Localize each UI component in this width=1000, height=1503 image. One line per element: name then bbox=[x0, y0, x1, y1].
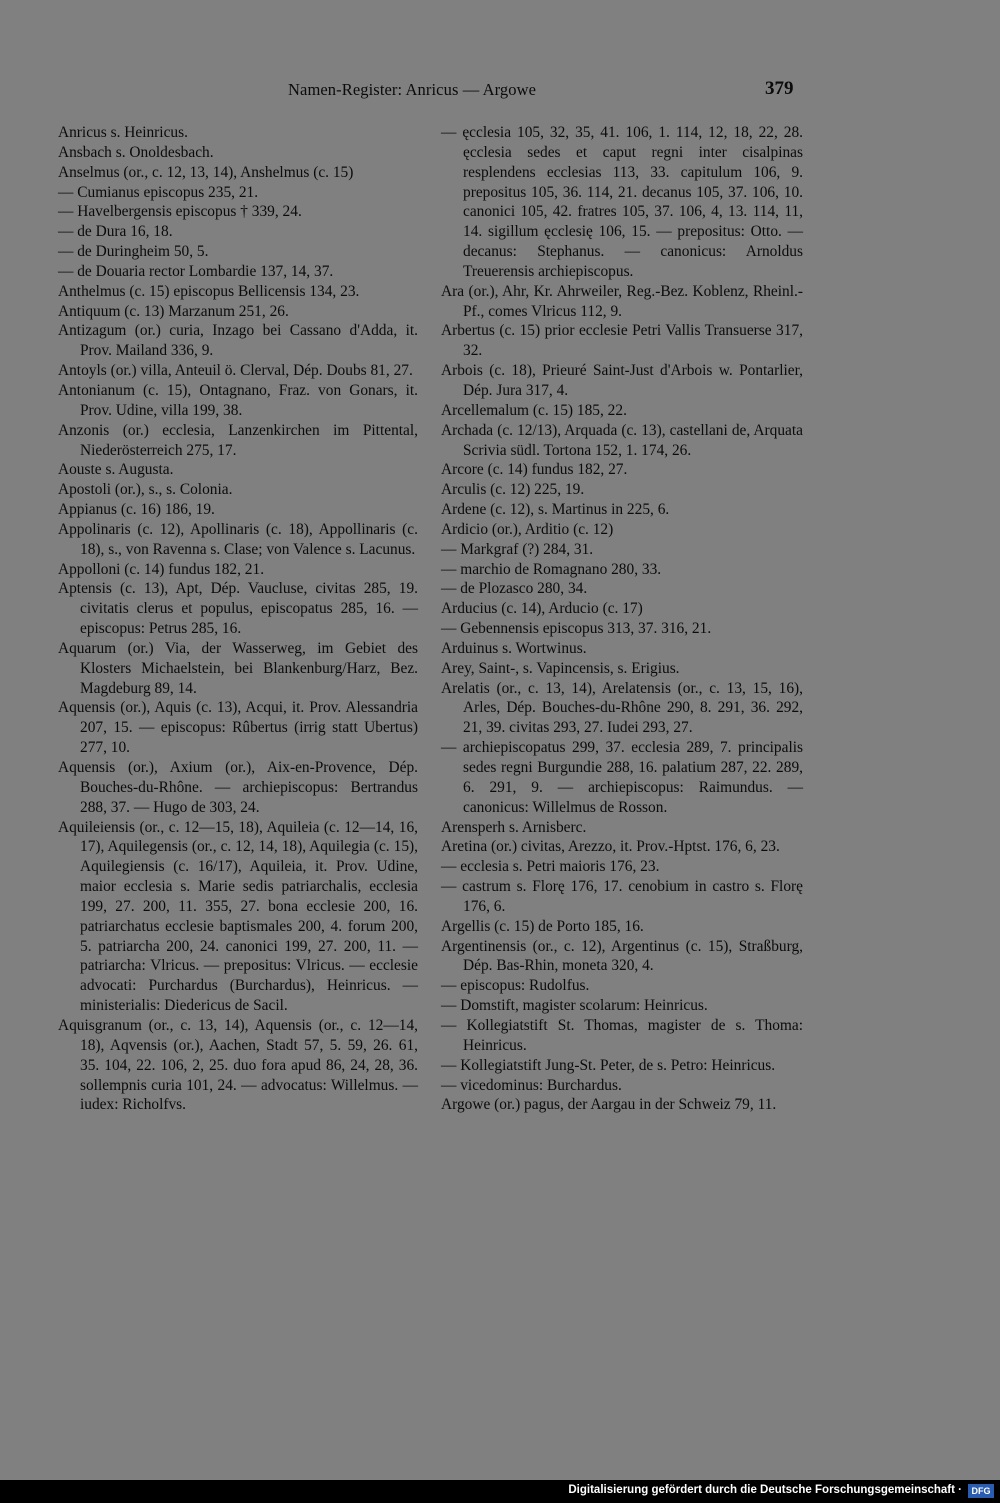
index-entry: Anthelmus (c. 15) episcopus Bellicensis 134, 23. bbox=[58, 282, 360, 300]
index-entry: Ardicio (or.), Arditio (c. 12) bbox=[441, 520, 614, 538]
digitization-footer bbox=[0, 1480, 1000, 1503]
index-entry: Arculis (c. 12) 225, 19. bbox=[441, 481, 585, 499]
index-entry: — marchio de Romagnano 280, 33. bbox=[441, 560, 662, 578]
index-entry: Arbois (c. 18), Prieuré Saint-Just d'Arbois w. Pontarlier, Dép. Jura 317, 4. bbox=[441, 362, 803, 399]
index-entry: Aretina (or.) civitas, Arezzo, it. Prov.-Hptst. 176, 6, 23. bbox=[441, 838, 780, 856]
index-entry: Aouste s. Augusta. bbox=[58, 461, 174, 479]
index-entry: — de Dura 16, 18. bbox=[58, 223, 173, 241]
index-entry: — Havelbergensis episcopus † 339, 24. bbox=[58, 203, 302, 221]
index-entry: — ecclesia s. Petri maioris 176, 23. bbox=[441, 858, 660, 876]
index-entry: Aquisgranum (or., c. 13, 14), Aquensis (or., c. 12—14, 18), Aqvensis (or.), Aachen, Stadt 57, 5. 59, 26. 61, 35. 104, 22. 106, 2, 25. duo fora apud 86, 24, 28, 36. sollempnis curia 101, 24. — advocatus: Willelmus. — iudex: Richolfvs. bbox=[58, 1016, 418, 1114]
index-entry: Arensperh s. Arnisberc. bbox=[441, 818, 587, 836]
index-entry: Ara (or.), Ahr, Kr. Ahrweiler, Reg.-Bez. Koblenz, Rheinl.-Pf., comes Vlricus 112, 9. bbox=[441, 282, 803, 320]
index-entry: Antonianum (c. 15), Ontagnano, Fraz. von Gonars, it. Prov. Udine, villa 199, 38. bbox=[58, 381, 418, 419]
index-entry: Aquensis (or.), Axium (or.), Aix-en-Provence, Dép. Bouches-du-Rhône. — archiepiscopus: Bertrandus 288, 37. — Hugo de 303, 24. bbox=[58, 759, 418, 816]
index-entry: Aquensis (or.), Aquis (c. 13), Acqui, it. Prov. Alessandria 207, 15. — episcopus: Rûbertus (irrig statt Ubertus) 277, 10. bbox=[58, 699, 418, 757]
index-entry: — episcopus: Rudolfus. bbox=[441, 977, 590, 995]
index-entry: — archiepiscopatus 299, 37. ecclesia 289, 7. principalis sedes regni Burgundie 288, 16. palatium 287, 22. 289, 6. 291, 9. — archiepiscopus: Raimundus. — canonicus: Willelmus de Rosson. bbox=[441, 739, 803, 816]
index-entry: Arducius (c. 14), Arducio (c. 17) bbox=[441, 600, 643, 618]
index-entry: Arelatis (or., c. 13, 14), Arelatensis (or., c. 13, 15, 16), Arles, Dép. Bouches-du-Rhône 290, 8. 291, 36. 292, 21, 39. civitas 293, 27. Iudei 293, 27. bbox=[441, 679, 803, 737]
dfg-logo: DFG bbox=[968, 1484, 994, 1498]
index-entry: Arcore (c. 14) fundus 182, 27. bbox=[441, 461, 628, 479]
page-header bbox=[0, 78, 1000, 108]
index-entry: Antizagum (or.) curia, Inzago bei Cassano d'Adda, it. Prov. Mailand 336, 9. bbox=[58, 322, 418, 360]
index-entry: — de Duringheim 50, 5. bbox=[58, 243, 209, 261]
index-entry: — Domstift, magister scolarum: Heinricus. bbox=[441, 997, 708, 1015]
index-entry: Argentinensis (or., c. 12), Argentinus (c. 15), Straßburg, Dép. Bas-Rhin, moneta 320, 4. bbox=[441, 937, 803, 975]
index-entry: — vicedominus: Burchardus. bbox=[441, 1076, 622, 1094]
index-entry: Antiquum (c. 13) Marzanum 251, 26. bbox=[58, 302, 289, 320]
index-entry: Ansbach s. Onoldesbach. bbox=[58, 143, 214, 161]
index-entry: Archada (c. 12/13), Arquada (c. 13), castellani de, Arquata Scrivia südl. Tortona 152, 1. 174, 26. bbox=[441, 421, 803, 459]
page-number: 379 bbox=[765, 78, 794, 99]
index-entry: — de Plozasco 280, 34. bbox=[441, 580, 588, 598]
funding-notice: Digitalisierung gefördert durch die Deutsche Forschungsgemeinschaft · bbox=[568, 1484, 962, 1496]
index-entry: Arbertus (c. 15) prior ecclesie Petri Vallis Transuerse 317, 32. bbox=[441, 322, 803, 360]
index-entry: — de Douaria rector Lombardie 137, 14, 37. bbox=[58, 262, 334, 280]
index-entry: — Cumianus episcopus 235, 21. bbox=[58, 183, 259, 201]
index-entry: — castrum s. Florę 176, 17. cenobium in castro s. Florę 176, 6. bbox=[441, 878, 803, 915]
index-entry: — Markgraf (?) 284, 31. bbox=[441, 540, 594, 558]
index-entry: Anselmus (or., c. 12, 13, 14), Anshelmus (c. 15) bbox=[58, 163, 354, 181]
index-entry: — Kollegiatstift St. Thomas, magister de s. Thoma: Heinricus. bbox=[441, 1016, 803, 1054]
index-entry: Ardene (c. 12), s. Martinus in 225, 6. bbox=[441, 501, 670, 519]
index-entry: Appianus (c. 16) 186, 19. bbox=[58, 501, 215, 519]
index-entry: Anricus s. Heinricus. bbox=[58, 124, 188, 141]
index-entry: — Kollegiatstift Jung-St. Peter, de s. Petro: Heinricus. bbox=[441, 1056, 776, 1074]
index-entry: Aptensis (c. 13), Apt, Dép. Vaucluse, civitas 285, 19. civitatis clerus et populus, episcopatus 285, 16. — episcopus: Petrus 285, 16. bbox=[58, 580, 418, 638]
index-entry: Aquileiensis (or., c. 12—15, 18), Aquileia (c. 12—14, 16, 17), Aquilegensis (or., c. 12, 14, 18), Aquilegia (c. 15), Aquilegiensis (c. 16/17), Aquileia, it. Prov. Udine, maior ecclesia s. Marie sedis patriarchalis, ecclesia 199, 27. 200, 11. 355, 27. bona ecclesie 200, 16. patriarchatus ecclesie baptismales 200, 4. forum 200, 5. patriarcha 200, 24. canonici 199, 27. 200, 11. — patriarcha: Vlricus. — prepositus: Vlricus. — ecclesie advocati: Purchardus (Burchardus), Heinricus. — ministerialis: Diedericus de Sacil. bbox=[58, 818, 418, 1015]
running-title: Namen-Register: Anricus — Argowe bbox=[288, 80, 537, 99]
index-entry: Argowe (or.) pagus, der Aargau in der Schweiz 79, 11. bbox=[441, 1096, 777, 1114]
index-entry: Aquarum (or.) Via, der Wasserweg, im Gebiet des Klosters Michaelstein, bei Blankenburg/Harz, Bez. Magdeburg 89, 14. bbox=[58, 639, 418, 697]
index-entry: Anzonis (or.) ecclesia, Lanzenkirchen im Pittental, Niederösterreich 275, 17. bbox=[58, 421, 418, 459]
index-entry: Antoyls (or.) villa, Anteuil ö. Clerval, Dép. Doubs 81, 27. bbox=[58, 362, 413, 380]
index-entry: Arcellemalum (c. 15) 185, 22. bbox=[441, 401, 627, 419]
index-entry: Appolinaris (c. 12), Apollinaris (c. 18), Appollinaris (c. 18), s., von Ravenna s. Clase; von Valence s. Lacunus. bbox=[58, 520, 418, 558]
index-entry: — ęcclesia 105, 32, 35, 41. 106, 1. 114, 12, 18, 22, 28. ęcclesia sedes et caput regni inter cisalpinas resplendens ecclesias 113, 33. capitulum 106, 9. prepositus 105, 36. 114, 21. decanus 105, 37. 106, 10. canonici 105, 42. fratres 105, 37. 106, 4, 13. 114, 11, 14. sigillum ęcclesię 106, 15. — prepositus: Otto. — decanus: Stephanus. — canonicus: Arnoldus Treuerensis archiepiscopus. bbox=[441, 124, 803, 280]
left-column bbox=[58, 123, 418, 1115]
index-entry: Arey, Saint-, s. Vapincensis, s. Erigius. bbox=[441, 659, 680, 677]
right-column bbox=[441, 123, 803, 1115]
index-entry: Argellis (c. 15) de Porto 185, 16. bbox=[441, 917, 644, 935]
index-entry: Appolloni (c. 14) fundus 182, 21. bbox=[58, 560, 265, 578]
index-entry: Arduinus s. Wortwinus. bbox=[441, 639, 587, 657]
index-entry: — Gebennensis episcopus 313, 37. 316, 21. bbox=[441, 620, 712, 638]
index-entry: Apostoli (or.), s., s. Colonia. bbox=[58, 481, 233, 499]
